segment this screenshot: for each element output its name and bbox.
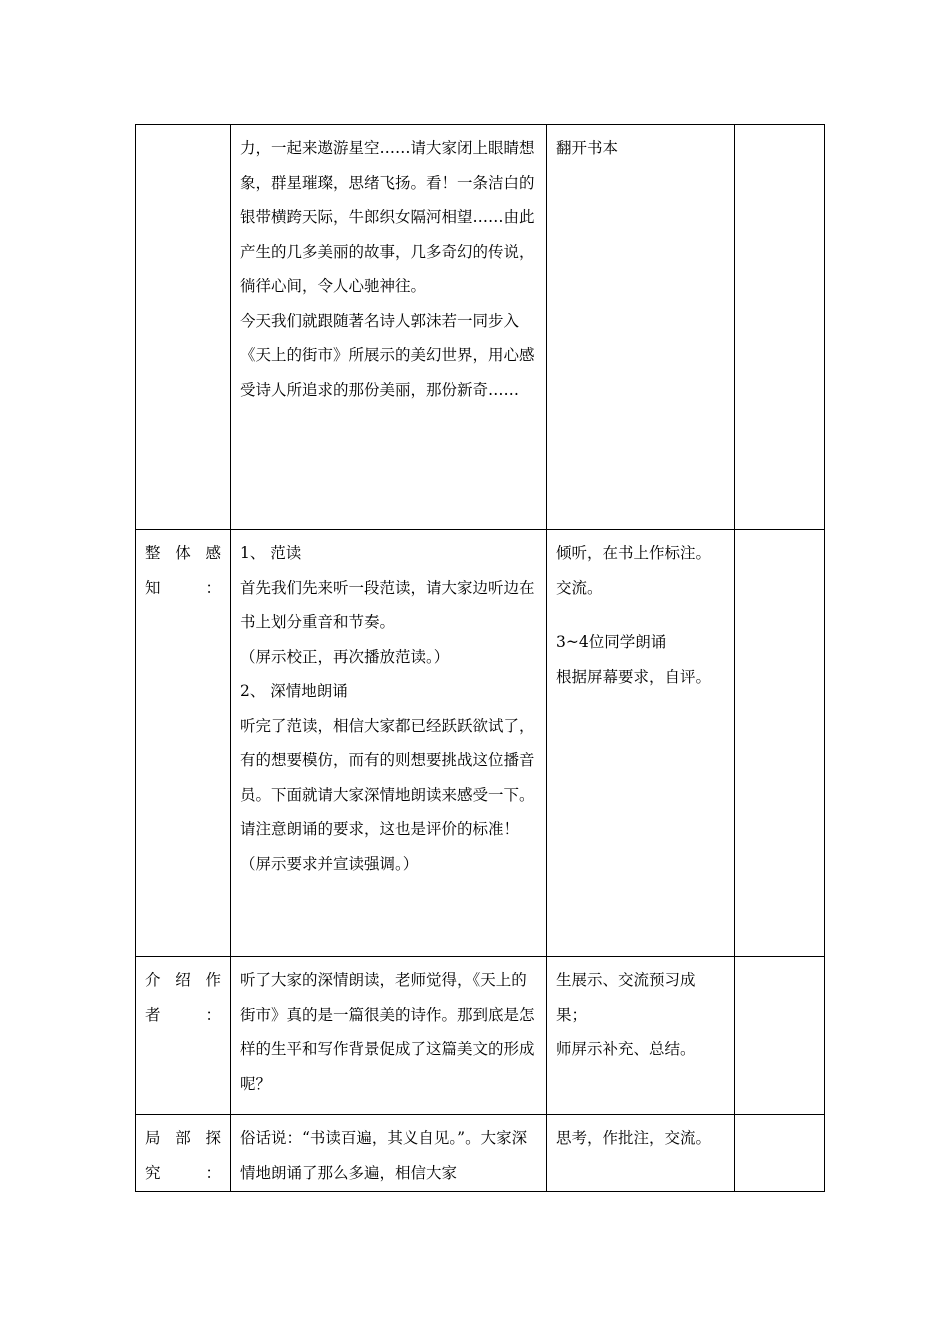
stage-cell [136, 125, 231, 530]
teacher-paragraph: 2、 深情地朗诵 [240, 682, 348, 700]
teacher-paragraph: 1、 范读 [240, 544, 302, 562]
stage-label: 介绍作者： [145, 971, 221, 1024]
teacher-activity-cell [231, 125, 547, 530]
student-line: 翻开书本 [556, 139, 619, 157]
student-activity-cell [547, 530, 735, 957]
teacher-activity-cell [231, 957, 547, 1115]
table-row [136, 125, 825, 530]
notes-cell [735, 530, 825, 957]
teacher-paragraph: 首先我们先来听一段范读，请大家边听边在书上划分重音和节奏。 [240, 578, 535, 631]
lesson-plan-table [135, 124, 825, 1192]
student-activity-cell [547, 957, 735, 1115]
teacher-paragraph: 今天我们就跟随著名诗人郭沫若一同步入《天上的街市》所展示的美幻世界，用心感受诗人所追求的那份美丽，那份新奇…… [240, 311, 535, 399]
student-line: 交流。 [556, 578, 603, 597]
student-line: 师屏示补充、总结。 [556, 1040, 696, 1058]
teacher-paragraph: 听完了范读，相信大家都已经跃跃欲试了，有的想要模仿，而有的则想要挑战这位播音员。下面就请大家深情地朗读来感受一下。请注意朗诵的要求，这也是评价的标准！（屏示要求并宣读强调。） [240, 716, 535, 873]
teacher-activity-cell [231, 1115, 547, 1192]
table-row [136, 530, 825, 957]
stage-cell [136, 530, 231, 957]
student-line: 思考，作批注，交流。 [556, 1129, 712, 1147]
student-line: 倾听，在书上作标注。 [556, 544, 712, 562]
teacher-paragraph: 力，一起来遨游星空……请大家闭上眼睛想象，群星璀璨，思绪飞扬。看！一条洁白的银带横跨天际，牛郎织女隔河相望……由此产生的几多美丽的故事，几多奇幻的传说，徜徉心间，令人心驰神往。 [240, 139, 535, 295]
teacher-paragraph: 听了大家的深情朗读，老师觉得，《天上的街市》真的是一篇很美的诗作。那到底是怎样的生平和写作背景促成了这篇美文的形成呢？ [240, 971, 535, 1093]
student-line: 3~4位同学朗诵 [556, 633, 667, 651]
table-row [136, 1115, 825, 1192]
student-activity-cell [547, 1115, 735, 1192]
stage-cell [136, 1115, 231, 1192]
student-line: 生展示、交流预习成果； [556, 971, 696, 1024]
student-line [556, 605, 725, 625]
stage-label: 局部探究： [145, 1129, 221, 1182]
notes-cell [735, 1115, 825, 1192]
student-activity-cell [547, 125, 735, 530]
teacher-activity-cell [231, 530, 547, 957]
teacher-paragraph: （屏示校正，再次播放范读。） [240, 647, 450, 666]
stage-cell [136, 957, 231, 1115]
notes-cell [735, 957, 825, 1115]
stage-label: 整体感知： [145, 544, 221, 597]
table-row [136, 957, 825, 1115]
teacher-paragraph: 俗话说：“书读百遍，其义自见。”。大家深情地朗诵了那么多遍，相信大家 [240, 1129, 528, 1182]
student-line: 根据屏幕要求，自评。 [556, 667, 712, 686]
notes-cell [735, 125, 825, 530]
